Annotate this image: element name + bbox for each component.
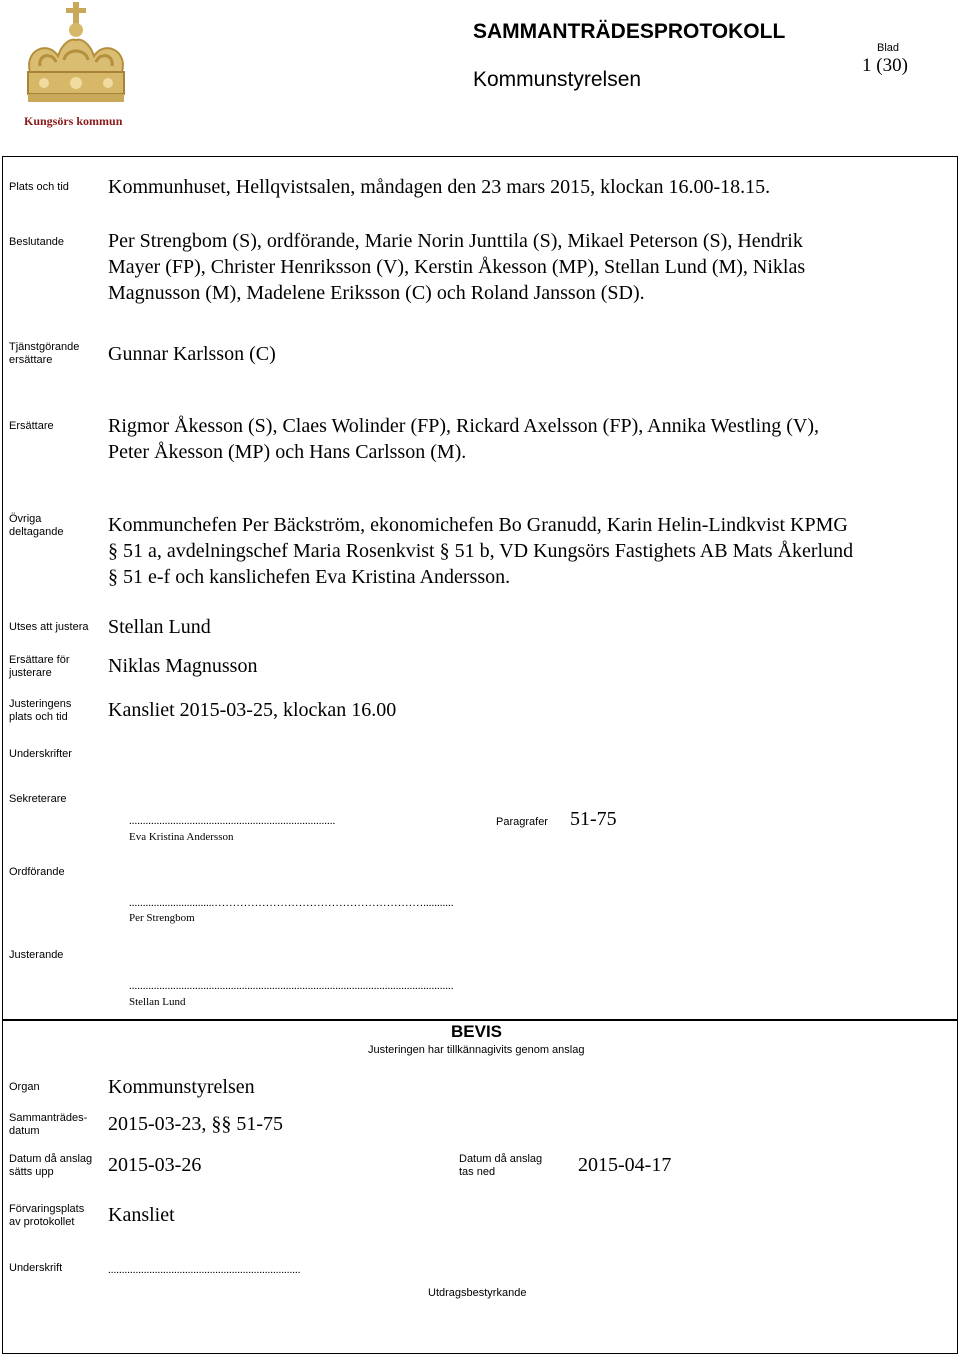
ovriga-line: Kommunchefen Per Bäckström, ekonomichefen Bo Granudd, Karin Helin-Lindkvist KPMG (108, 514, 848, 536)
logo-text: Kungsörs kommun (24, 114, 123, 128)
ersattare-justerare-label (9, 654, 70, 680)
beslutande-label: Beslutande (9, 236, 65, 248)
organ-heading: Kommunstyrelsen (473, 68, 642, 91)
ersattare-line: Rigmor Åkesson (S), Claes Wolinder (FP), Rickard Axelsson (FP), Annika Westling (V), (108, 415, 820, 437)
justerande-signature-line: ...................................................................................................................... (129, 980, 454, 992)
ordforande-name: Per Strengbom (129, 912, 195, 924)
justerande-name: Stellan Lund (129, 996, 186, 1008)
bevis-subtitle: Justeringen har tillkännagivits genom anslag (368, 1044, 585, 1056)
organ-label: Organ (9, 1081, 40, 1093)
justerande-label: Justerande (9, 949, 64, 961)
organ-value: Kommunstyrelsen (108, 1076, 255, 1098)
ersattare-justerare-label-line: justerare (9, 667, 52, 679)
bevis-box (2, 1020, 958, 1354)
kungsor-logo (18, 0, 136, 134)
blad-label: Blad (877, 42, 900, 54)
justering-plats-label-line: Justeringens (9, 698, 72, 710)
plats-label: Plats och tid (9, 181, 69, 193)
underskrift-label: Underskrift (9, 1262, 63, 1274)
sekreterare-signature-line: ........................................................................... (129, 815, 336, 827)
ovriga-label-line: deltagande (9, 526, 64, 538)
utses-value: Stellan Lund (108, 616, 211, 638)
sekreterare-label: Sekreterare (9, 793, 67, 805)
ordforande-signature-line: ...............................…………………………………………………........... (129, 897, 454, 909)
tjanstgorande-value: Gunnar Karlsson (C) (108, 343, 276, 365)
anslag-uppsatt-label-line: Datum då anslag (9, 1153, 93, 1165)
tjanstgorande-label-line: Tjänstgörande (9, 341, 80, 353)
paragrafer-label: Paragrafer (496, 816, 548, 828)
justering-plats-label (9, 698, 71, 724)
forvaringsplats-label-line: av protokollet (9, 1216, 75, 1228)
ersattare-line: Peter Åkesson (MP) och Hans Carlsson (M). (108, 441, 467, 463)
anslag-nedtagen-value: 2015-04-17 (578, 1154, 672, 1176)
utdragsbestyrkande-label: Utdragsbestyrkande (428, 1287, 527, 1299)
anslag-uppsatt-label (9, 1153, 92, 1179)
anslag-nedtagen-label-line: Datum då anslag (459, 1153, 543, 1165)
document-title: SAMMANTRÄDESPROTOKOLL (473, 20, 786, 43)
sammantradesdatum-label-line: Sammanträdes- (9, 1112, 88, 1124)
tjanstgorande-label (9, 341, 79, 367)
ordforande-label: Ordförande (9, 866, 65, 878)
ersattare-justerare-label-line: Ersättare för (9, 654, 70, 666)
ersattare-justerare-value: Niklas Magnusson (108, 655, 258, 677)
sammantradesdatum-label-line: datum (9, 1125, 40, 1137)
sammantradesdatum-value: 2015-03-23, §§ 51-75 (108, 1113, 283, 1135)
blad-value: 1 (30) (862, 55, 908, 76)
sekreterare-name: Eva Kristina Andersson (129, 831, 234, 843)
anslag-uppsatt-value: 2015-03-26 (108, 1154, 202, 1176)
forvaringsplats-label-line: Förvaringsplats (9, 1203, 85, 1215)
justering-plats-value: Kansliet 2015-03-25, klockan 16.00 (108, 699, 397, 721)
anslag-nedtagen-label-line: tas ned (459, 1166, 496, 1178)
ovriga-line: § 51 a, avdelningschef Maria Rosenkvist § 51 b, VD Kungsörs Fastighets AB Mats Åkerlund (108, 540, 854, 562)
paragrafer-value: 51-75 (570, 808, 617, 830)
underskrifter-label: Underskrifter (9, 748, 72, 760)
tjanstgorande-label-line: ersättare (9, 354, 53, 366)
ovriga-label-line: Övriga (9, 513, 42, 525)
bevis-title: BEVIS (451, 1022, 503, 1041)
anslag-uppsatt-label-line: sätts upp (9, 1166, 54, 1178)
beslutande-line: Magnusson (M), Madelene Eriksson (C) och Roland Jansson (SD). (108, 282, 645, 304)
plats-value: Kommunhuset, Hellqvistsalen, måndagen den 23 mars 2015, klockan 16.00-18.15. (108, 176, 771, 198)
sammantradesdatum-label (9, 1112, 87, 1138)
beslutande-line: Per Strengbom (S), ordförande, Marie Norin Junttila (S), Mikael Peterson (S), Hendrik (108, 230, 803, 252)
utses-label: Utses att justera (9, 621, 89, 633)
ersattare-value (108, 413, 819, 465)
beslutande-line: Mayer (FP), Christer Henriksson (V), Kerstin Åkesson (MP), Stellan Lund (M), Niklas (108, 256, 806, 278)
beslutande-value (108, 228, 805, 306)
forvaringsplats-label (9, 1203, 84, 1229)
ovriga-value (108, 512, 853, 590)
ovriga-line: § 51 e-f och kanslichefen Eva Kristina Andersson. (108, 566, 511, 588)
anslag-nedtagen-label (459, 1153, 542, 1179)
ersattare-label: Ersättare (9, 420, 54, 432)
forvaringsplats-value: Kansliet (108, 1204, 175, 1226)
justering-plats-label-line: plats och tid (9, 711, 68, 723)
underskrift-signature-line: ...................................................................... (108, 1264, 301, 1276)
ovriga-label (9, 513, 63, 539)
